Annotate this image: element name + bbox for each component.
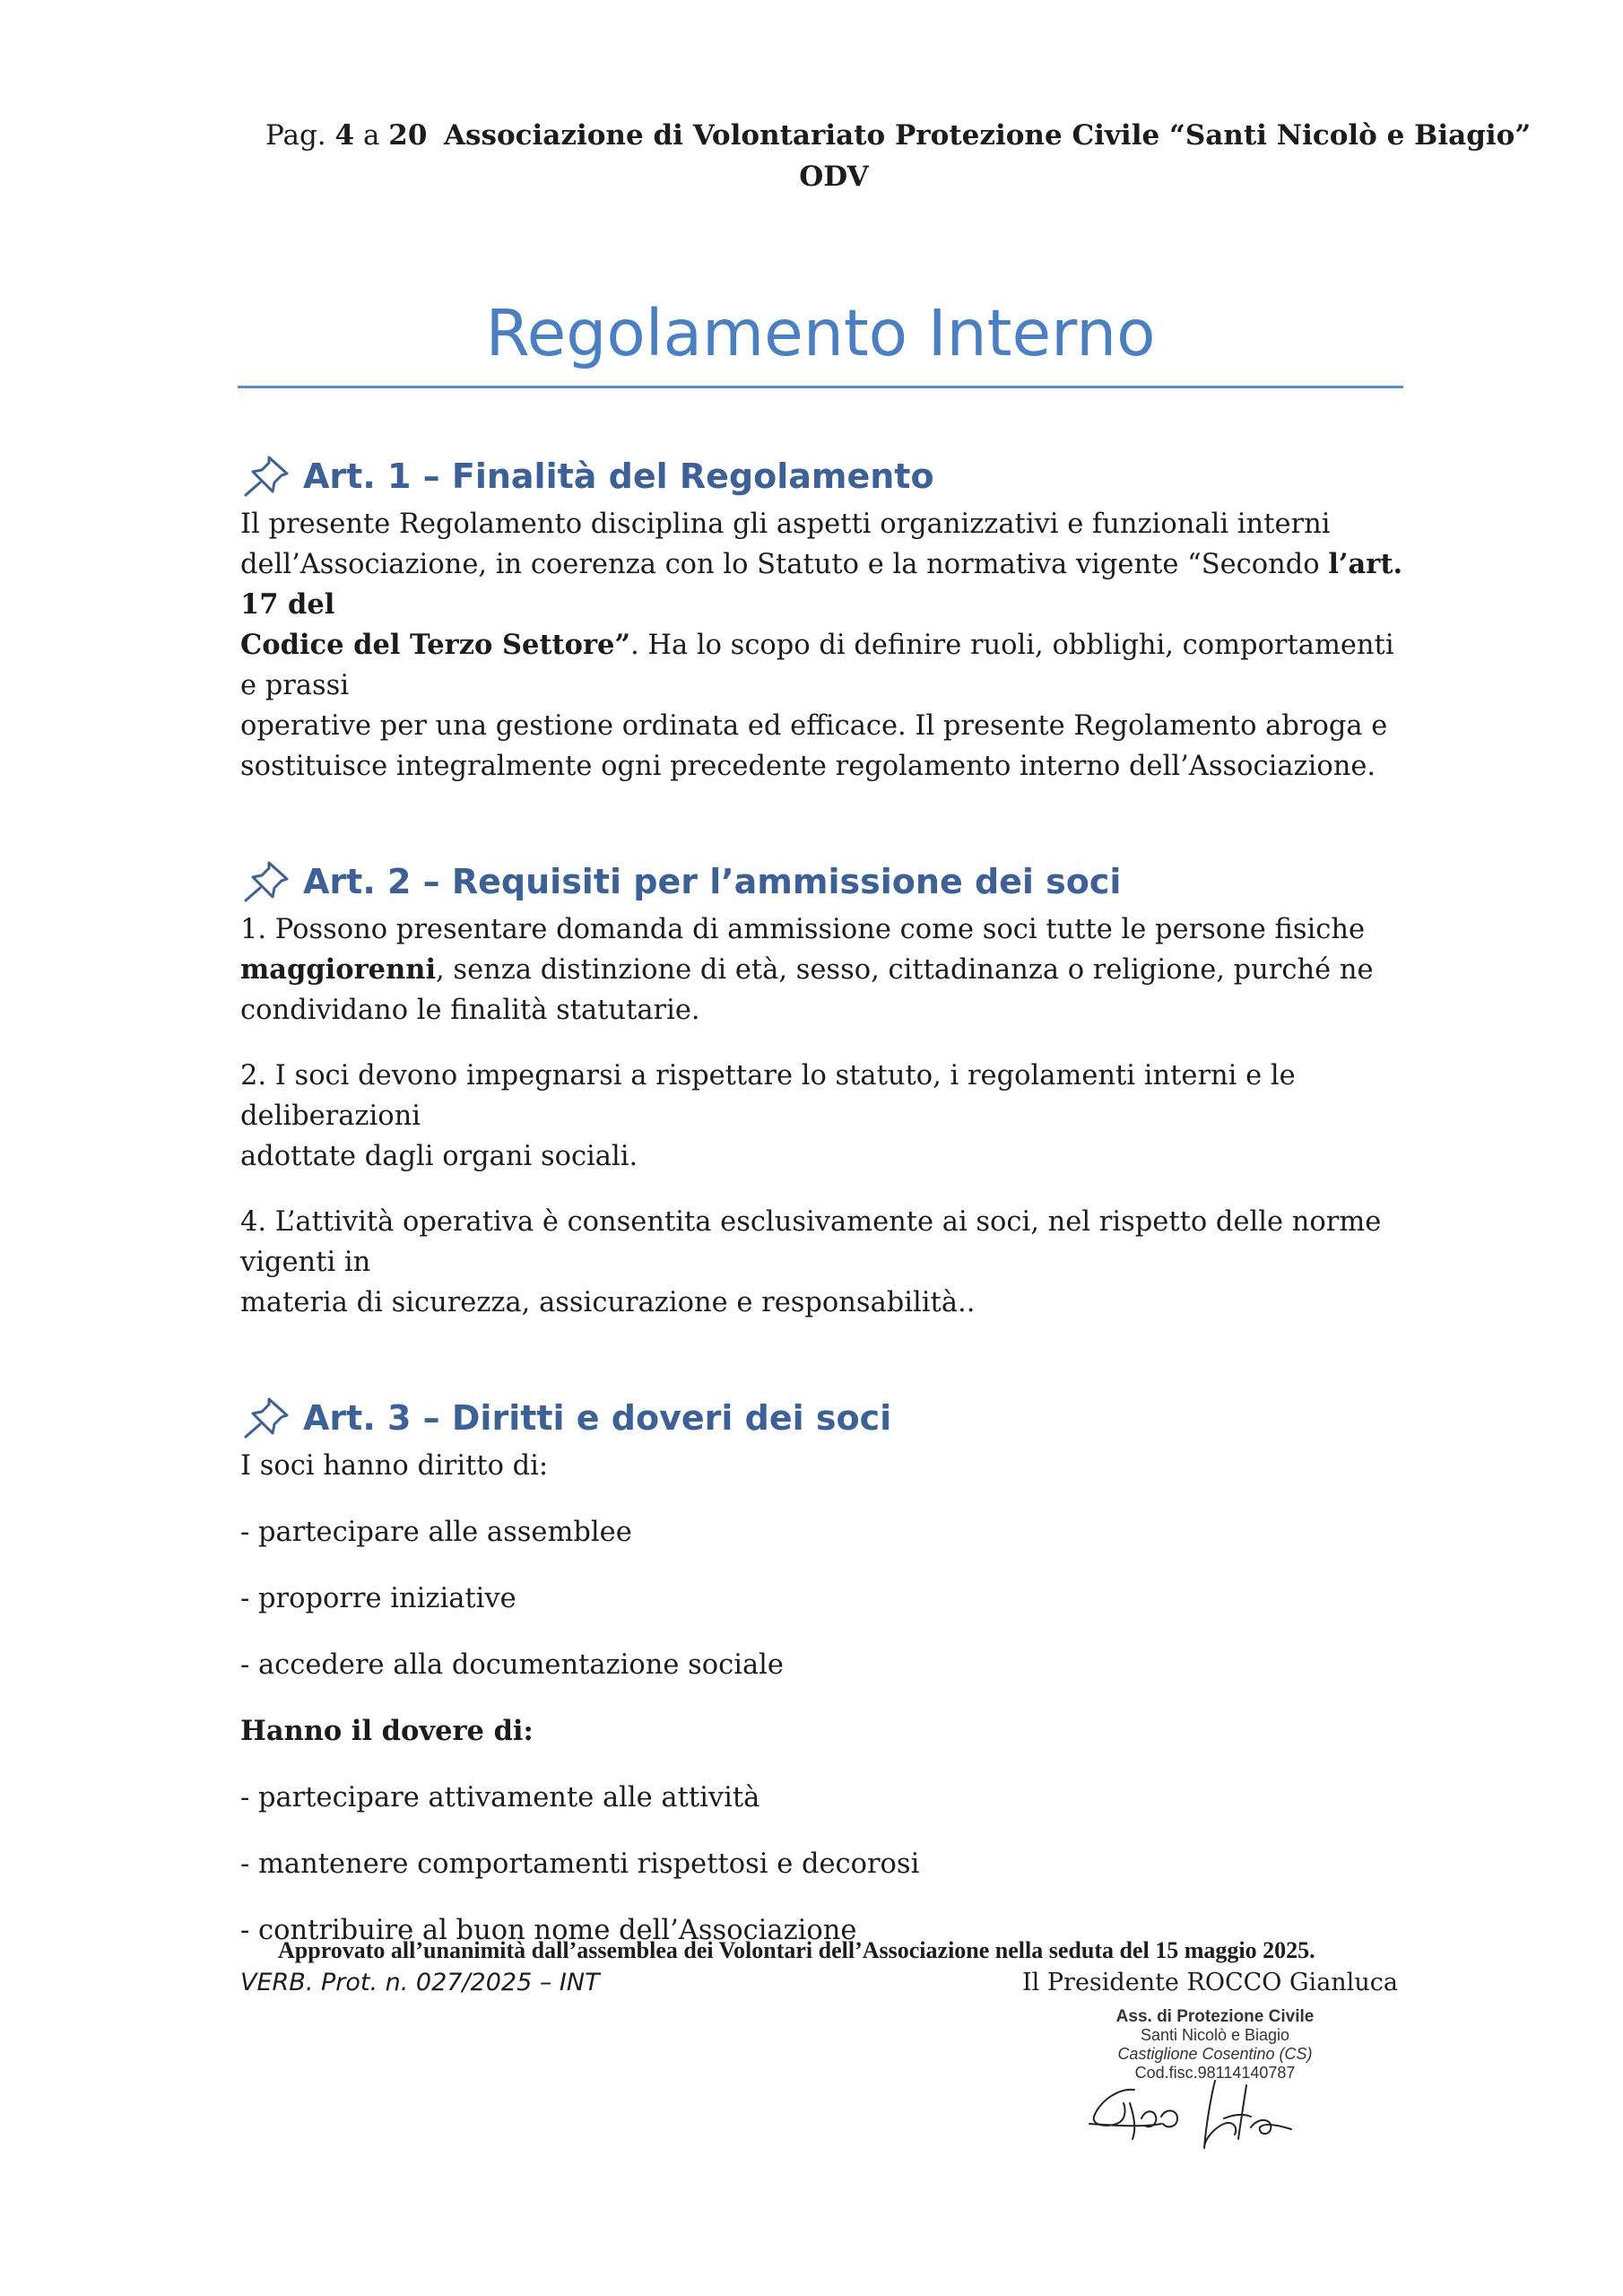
rights-intro: I soci hanno diritto di: bbox=[240, 1450, 549, 1482]
list-item: - partecipare alle assemblee bbox=[240, 1517, 632, 1548]
pushpin-icon bbox=[242, 859, 291, 904]
page-header bbox=[233, 115, 1532, 197]
list-item: - partecipare attivamente alle attività bbox=[240, 1782, 760, 1813]
article-2-paragraph-2: 2. I soci devono impegnarsi a rispettare lo statuto, i regolamenti interni e le deliberazioni adottate dagli organi sociali. bbox=[240, 1060, 1296, 1172]
article-3-heading bbox=[240, 1390, 1406, 1446]
handwritten-signature bbox=[1081, 2054, 1350, 2152]
article-1-title: Art. 1 – Finalità del Regolamento bbox=[303, 456, 934, 496]
list-item: - proporre iniziative bbox=[240, 1583, 516, 1614]
association-stamp: Ass. di Protezione Civile Santi Nicolò e Biagio Castiglione Cosentino (CS) Cod.fisc.98114140787 bbox=[1115, 2007, 1315, 2082]
document-title: Regolamento Interno bbox=[485, 296, 1156, 370]
list-item: - accedere alla documentazione sociale bbox=[240, 1649, 784, 1681]
article-2-heading bbox=[240, 854, 1406, 909]
pushpin-icon bbox=[242, 454, 291, 499]
article-1-text: Il presente Regolamento disciplina gli aspetti organizzativi e funzionali interni dell’Associazione, in coerenza con lo Statuto e la normativa vigente “Secondo l’art. 17 del Codice del Terzo Settore”. Ha lo scopo di definire ruoli, obblighi, comportamenti e prassi operative per una gestione ordinata ed efficace. Il presente Regolamento abroga e sostituisce integralmente ogni precedente regolamento interno dell’Associazione. bbox=[240, 509, 1403, 782]
association-suffix: ODV bbox=[799, 161, 869, 193]
association-name: Associazione di Volontariato Protezione Civile “Santi Nicolò e Biagio” bbox=[444, 119, 1532, 152]
article-1-heading bbox=[240, 448, 1406, 504]
article-2-paragraph-4: 4. L’attività operativa è consentita esclusivamente ai soci, nel rispetto delle norme vigenti in materia di sicurezza, assicurazione e responsabilità.. bbox=[240, 1206, 1382, 1318]
pushpin-icon bbox=[242, 1396, 291, 1440]
page-number: Pag. 4 a 20 bbox=[265, 119, 428, 152]
protocol-number: VERB. Prot. n. 027/2025 – INT bbox=[240, 1969, 600, 1996]
article-2-paragraph-1: 1. Possono presentare domanda di ammissione come soci tutte le persone fisiche maggiorenni, senza distinzione di età, sesso, cittadinanza o religione, purché ne condividano le finalità statutarie. bbox=[240, 914, 1374, 1026]
list-item: - mantenere comportamenti rispettosi e decorosi bbox=[240, 1848, 920, 1880]
list-item: - contribuire al buon nome dell’Associazione bbox=[240, 1915, 857, 1946]
president-name: Il Presidente ROCCO Gianluca bbox=[1022, 1969, 1398, 1996]
article-3-title: Art. 3 – Diritti e doveri dei soci bbox=[303, 1397, 892, 1438]
duties-intro: Hanno il dovere di: bbox=[240, 1715, 534, 1747]
approval-note: Approvato all’unanimità dall’assemblea dei Volontari dell’Associazione nella seduta del 15 maggio 2025. bbox=[278, 1937, 1315, 1963]
title-underline bbox=[238, 386, 1403, 388]
article-2-title: Art. 2 – Requisiti per l’ammissione dei soci bbox=[303, 861, 1122, 901]
document-body bbox=[240, 448, 1406, 1977]
